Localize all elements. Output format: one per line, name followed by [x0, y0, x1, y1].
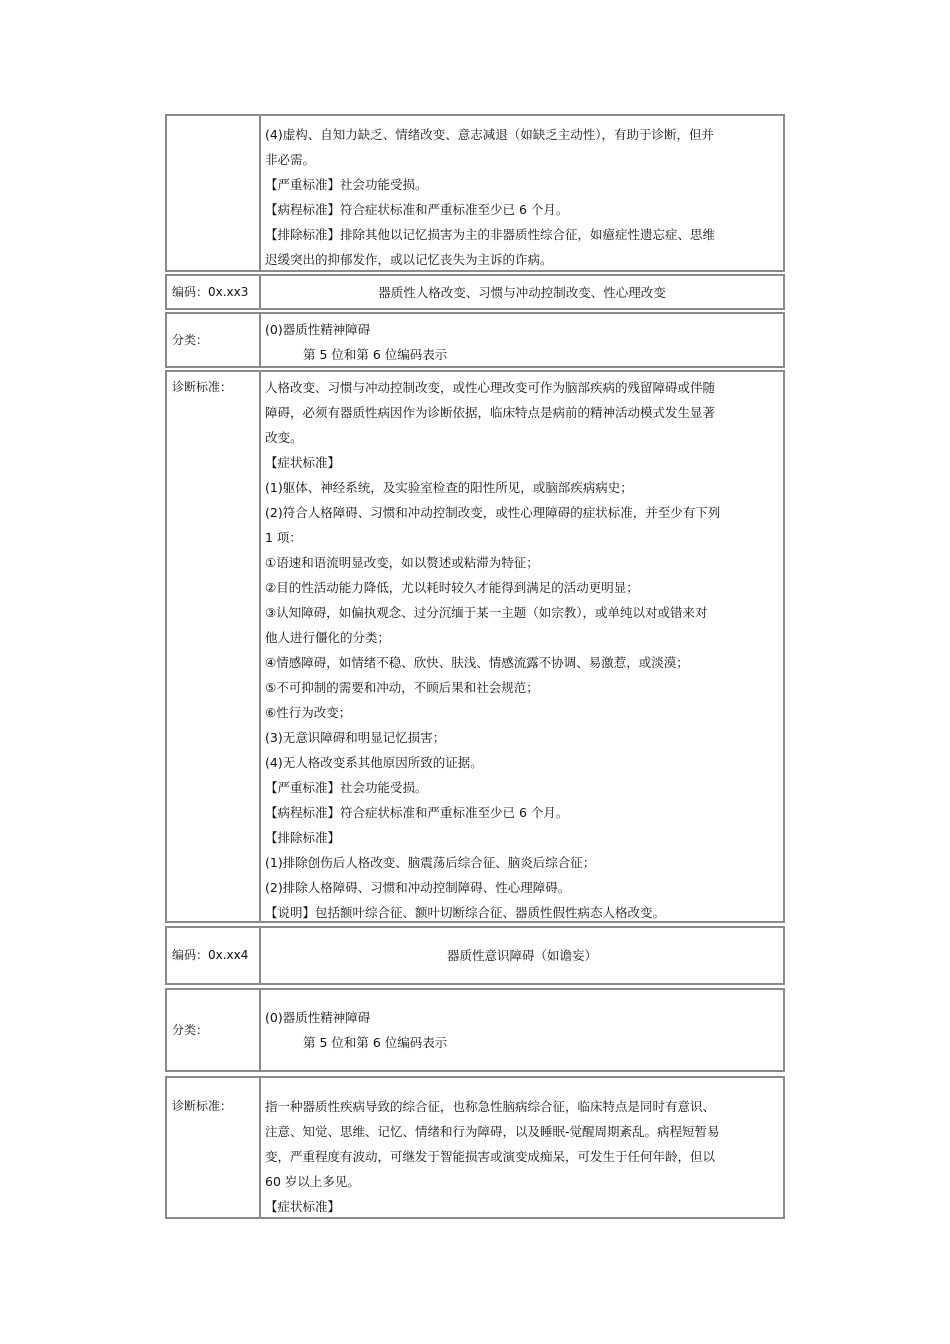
- text-line: 迟缓突出的抑郁发作，或以记忆丧失为主诉的诈病。: [265, 252, 553, 267]
- text-line: ⑤不可抑制的需要和冲动，不顾后果和社会规范；: [265, 680, 539, 695]
- section-title: 器质性人格改变、习惯与冲动控制改变、性心理改变: [378, 284, 666, 300]
- text-line: 注意、知觉、思维、记忆、情绪和行为障碍，以及睡眠-觉醒周期紊乱。病程短暂易: [265, 1124, 720, 1139]
- code-label: 编码：0x.xx4: [167, 928, 261, 983]
- text-line: 【严重标准】社会功能受损。: [265, 177, 428, 192]
- classification-row-xx4: [165, 988, 785, 1072]
- empty-label-cell: [167, 116, 261, 270]
- classification-line: 第 5 位和第 6 位编码表示: [303, 1035, 448, 1050]
- text-line: 人格改变、习惯与冲动控制改变，或性心理改变可作为脑部疾病的残留障碍或伴随: [265, 380, 716, 395]
- text-line: ①语速和语流明显改变，如以赘述或粘滞为特征；: [265, 555, 539, 570]
- diagnosis-text: [261, 1078, 783, 1217]
- classification-line: 第 5 位和第 6 位编码表示: [303, 347, 448, 362]
- continuation-block: [165, 114, 785, 272]
- classification-line: (0)器质性精神障碍: [265, 322, 371, 337]
- continuation-text: [261, 116, 783, 270]
- text-line: 改变。: [265, 430, 303, 445]
- text-line: (2)排除人格障碍、习惯和冲动控制障碍、性心理障碍。: [265, 880, 571, 895]
- text-line: 【病程标准】符合症状标准和严重标准至少已 6 个月。: [265, 805, 569, 820]
- text-line: ④情感障碍，如情绪不稳、欣快、肤浅、情感流露不协调、易激惹，或淡漠；: [265, 655, 689, 670]
- text-line: (1)排除创伤后人格改变、脑震荡后综合征、脑炎后综合征；: [265, 855, 596, 870]
- classification-text: [261, 990, 783, 1070]
- text-line: 【排除标准】: [265, 830, 341, 845]
- text-line: (2)符合人格障碍、习惯和冲动控制改变，或性心理障碍的症状标准，并至少有下列: [265, 505, 721, 520]
- text-line: 【病程标准】符合症状标准和严重标准至少已 6 个月。: [265, 202, 569, 217]
- diagnosis-text: [261, 372, 783, 921]
- section-title: 器质性意识障碍（如谵妄）: [446, 948, 597, 963]
- text-line: 【排除标准】排除其他以记忆损害为主的非器质性综合征，如癔症性遗忘症、思维: [265, 227, 716, 242]
- classification-label: 分类：: [167, 990, 261, 1070]
- classification-line: (0)器质性精神障碍: [265, 1010, 371, 1025]
- classification-text: [261, 314, 783, 366]
- code-row-xx4: [165, 926, 785, 985]
- diagnosis-label: 诊断标准：: [167, 1078, 261, 1217]
- diagnosis-row-xx4: [165, 1076, 785, 1219]
- code-label: 编码：0x.xx3: [167, 276, 261, 308]
- text-line: ②目的性活动能力降低，尤以耗时较久才能得到满足的活动更明显；: [265, 580, 639, 595]
- text-line: 【严重标准】社会功能受损。: [265, 780, 428, 795]
- text-line: ③认知障碍，如偏执观念、过分沉缅于某一主题（如宗教），或单纯以对或错来对: [265, 605, 708, 620]
- text-line: 变，严重程度有波动，可继发于智能损害或演变成痴呆，可发生于任何年龄，但以: [265, 1149, 716, 1164]
- code-row-xx3: [165, 274, 785, 310]
- text-line: ⑥性行为改变；: [265, 705, 352, 720]
- text-line: (4)虚构、自知力缺乏、情绪改变、意志减退（如缺乏主动性），有助于诊断，但并: [265, 127, 714, 142]
- text-line: 60 岁以上多见。: [265, 1174, 360, 1189]
- classification-label: 分类：: [167, 314, 261, 366]
- classification-row-xx3: [165, 312, 785, 368]
- text-line: 【症状标准】: [265, 455, 341, 470]
- text-line: 指一种器质性疾病导致的综合征，也称急性脑病综合征，临床特点是同时有意识、: [265, 1099, 716, 1114]
- text-line: 【症状标准】: [265, 1199, 341, 1214]
- text-line: 他人进行僵化的分类；: [265, 630, 391, 645]
- text-line: 非必需。: [265, 152, 316, 167]
- text-line: 【说明】包括额叶综合征、额叶切断综合征、器质性假性病态人格改变。: [265, 905, 666, 920]
- text-line: (3)无意识障碍和明显记忆损害；: [265, 730, 446, 745]
- text-line: 障碍，必须有器质性病因作为诊断依据，临床特点是病前的精神活动模式发生显著: [265, 405, 716, 420]
- diagnosis-row-xx3: [165, 370, 785, 923]
- diagnosis-label: 诊断标准：: [167, 372, 261, 921]
- text-line: 1 项：: [265, 530, 302, 545]
- text-line: (1)躯体、神经系统，及实验室检查的阳性所见，或脑部疾病病史；: [265, 480, 633, 495]
- text-line: (4)无人格改变系其他原因所致的证据。: [265, 755, 483, 770]
